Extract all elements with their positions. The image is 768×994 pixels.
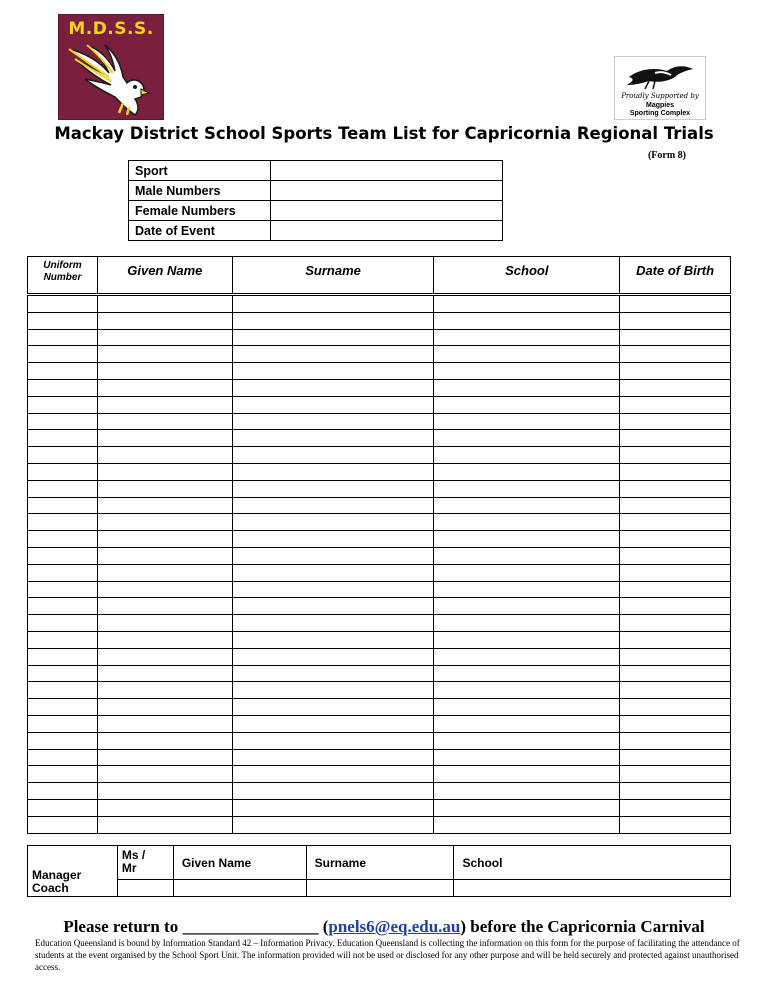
- cell-surname[interactable]: [232, 665, 434, 682]
- cell-surname[interactable]: [232, 413, 434, 430]
- event-label-sport: Sport: [129, 161, 271, 181]
- table-row: [28, 816, 731, 833]
- cell-uniform-number[interactable]: [28, 312, 98, 329]
- cell-date-of-birth[interactable]: [620, 665, 731, 682]
- cell-school[interactable]: [434, 615, 620, 632]
- table-row: [28, 312, 731, 329]
- cell-uniform-number[interactable]: [28, 531, 98, 548]
- officials-role-cell: [28, 846, 118, 897]
- cell-date-of-birth[interactable]: [620, 346, 731, 363]
- event-row-sport: [129, 161, 503, 181]
- cell-given-name[interactable]: [97, 564, 232, 581]
- cell-surname[interactable]: [232, 531, 434, 548]
- cell-given-name[interactable]: [97, 379, 232, 396]
- cell-surname[interactable]: [232, 463, 434, 480]
- header-date-of-birth: Date of Birth: [620, 257, 731, 295]
- cell-school[interactable]: [434, 631, 620, 648]
- cell-given-name[interactable]: [97, 648, 232, 665]
- table-row: [28, 615, 731, 632]
- cell-school[interactable]: [434, 396, 620, 413]
- table-row: [28, 413, 731, 430]
- cell-surname[interactable]: [232, 799, 434, 816]
- header-ms-mr: [117, 846, 173, 880]
- cell-given-name[interactable]: [97, 615, 232, 632]
- cell-given-name[interactable]: [97, 766, 232, 783]
- cell-uniform-number[interactable]: [28, 766, 98, 783]
- event-row-female-numbers: [129, 201, 503, 221]
- cell-uniform-number[interactable]: [28, 799, 98, 816]
- table-row: [28, 379, 731, 396]
- cell-date-of-birth[interactable]: [620, 413, 731, 430]
- table-row: [28, 514, 731, 531]
- cell-surname[interactable]: [232, 715, 434, 732]
- cell-school[interactable]: [434, 497, 620, 514]
- event-info-table: [128, 160, 503, 241]
- cell-school[interactable]: [434, 363, 620, 380]
- cell-surname[interactable]: [232, 430, 434, 447]
- cell-surname[interactable]: [232, 816, 434, 833]
- table-row: [28, 547, 731, 564]
- cell-date-of-birth[interactable]: [620, 715, 731, 732]
- cell-school[interactable]: [434, 295, 620, 313]
- cell-surname[interactable]: [232, 615, 434, 632]
- officials-header-school: School: [454, 846, 731, 880]
- cell-date-of-birth[interactable]: [620, 598, 731, 615]
- table-row: [28, 396, 731, 413]
- cell-given-name[interactable]: [97, 396, 232, 413]
- cell-school[interactable]: [434, 514, 620, 531]
- cell-school[interactable]: [434, 699, 620, 716]
- cell-date-of-birth[interactable]: [620, 682, 731, 699]
- cell-surname[interactable]: [232, 396, 434, 413]
- sponsor-text-line1: Proudly Supported by: [621, 92, 699, 100]
- officials-table: [27, 845, 731, 897]
- cell-surname[interactable]: [232, 699, 434, 716]
- cell-surname[interactable]: [232, 312, 434, 329]
- cell-uniform-number[interactable]: [28, 497, 98, 514]
- cell-school[interactable]: [434, 463, 620, 480]
- cell-school[interactable]: [434, 783, 620, 800]
- page-title: Mackay District School Sports Team List for Capricornia Regional Trials: [54, 124, 714, 143]
- cell-school[interactable]: [434, 413, 620, 430]
- cell-given-name[interactable]: [97, 480, 232, 497]
- cell-school[interactable]: [434, 766, 620, 783]
- cell-school[interactable]: [434, 581, 620, 598]
- cell-given-name[interactable]: [97, 631, 232, 648]
- officials-header-row: [28, 846, 731, 880]
- table-row: [28, 749, 731, 766]
- cell-given-name[interactable]: [97, 581, 232, 598]
- cell-uniform-number[interactable]: [28, 396, 98, 413]
- event-value-female-numbers[interactable]: [271, 201, 503, 221]
- cell-given-name[interactable]: [97, 430, 232, 447]
- cell-given-name[interactable]: [97, 295, 232, 313]
- cell-uniform-number[interactable]: [28, 615, 98, 632]
- table-row: [28, 699, 731, 716]
- cell-date-of-birth[interactable]: [620, 816, 731, 833]
- cell-school[interactable]: [434, 531, 620, 548]
- cell-uniform-number[interactable]: [28, 598, 98, 615]
- cell-given-name[interactable]: [97, 682, 232, 699]
- cell-given-name[interactable]: [97, 312, 232, 329]
- magpie-bird-icon: [627, 66, 693, 89]
- table-row: [28, 732, 731, 749]
- ms-mr-line1: Ms /: [121, 848, 146, 862]
- event-label-date: Date of Event: [129, 221, 271, 241]
- cell-given-name[interactable]: [97, 497, 232, 514]
- cell-school[interactable]: [434, 799, 620, 816]
- cell-uniform-number[interactable]: [28, 447, 98, 464]
- table-row: [28, 564, 731, 581]
- cell-date-of-birth[interactable]: [620, 615, 731, 632]
- cell-uniform-number[interactable]: [28, 749, 98, 766]
- cell-uniform-number[interactable]: [28, 480, 98, 497]
- cell-uniform-number[interactable]: [28, 732, 98, 749]
- cell-school[interactable]: [434, 648, 620, 665]
- cell-school[interactable]: [434, 564, 620, 581]
- cell-date-of-birth[interactable]: [620, 514, 731, 531]
- cell-surname[interactable]: [232, 749, 434, 766]
- event-value-sport[interactable]: [271, 161, 503, 181]
- cell-school[interactable]: [434, 312, 620, 329]
- table-row: [28, 799, 731, 816]
- cell-date-of-birth[interactable]: [620, 396, 731, 413]
- event-value-date[interactable]: [271, 221, 503, 241]
- officials-header-given-name: Given Name: [173, 846, 306, 880]
- table-row: [28, 447, 731, 464]
- header-given-name: Given Name: [97, 257, 232, 295]
- cell-surname[interactable]: [232, 547, 434, 564]
- header-school: School: [434, 257, 620, 295]
- form-number: (Form 8): [647, 150, 686, 161]
- table-row: [28, 648, 731, 665]
- table-row: [28, 430, 731, 447]
- cell-uniform-number[interactable]: [28, 564, 98, 581]
- officials-entry-row: [28, 880, 731, 897]
- cell-surname[interactable]: [232, 295, 434, 313]
- event-label-male-numbers: Male Numbers: [129, 181, 271, 201]
- cell-date-of-birth[interactable]: [620, 379, 731, 396]
- cell-given-name[interactable]: [97, 715, 232, 732]
- cell-surname[interactable]: [232, 783, 434, 800]
- cell-given-name[interactable]: [97, 665, 232, 682]
- cell-date-of-birth[interactable]: [620, 497, 731, 514]
- cell-given-name[interactable]: [97, 816, 232, 833]
- officials-entry-given-name[interactable]: [173, 880, 306, 897]
- cell-date-of-birth[interactable]: [620, 749, 731, 766]
- sponsor-text-line3: Sporting Complex: [629, 110, 691, 117]
- cell-date-of-birth[interactable]: [620, 547, 731, 564]
- cell-school[interactable]: [434, 447, 620, 464]
- return-suffix: ) before the Capricornia Carnival: [460, 917, 705, 936]
- table-row: [28, 329, 731, 346]
- cell-surname[interactable]: [232, 598, 434, 615]
- cell-date-of-birth[interactable]: [620, 732, 731, 749]
- cell-surname[interactable]: [232, 581, 434, 598]
- cell-school[interactable]: [434, 816, 620, 833]
- mdss-logo-text: M.D.S.S.: [68, 19, 154, 39]
- cell-school[interactable]: [434, 329, 620, 346]
- cell-school[interactable]: [434, 732, 620, 749]
- cell-given-name[interactable]: [97, 463, 232, 480]
- cell-school[interactable]: [434, 665, 620, 682]
- team-header-row: [28, 257, 731, 295]
- cell-given-name[interactable]: [97, 413, 232, 430]
- team-list-table: [27, 256, 731, 834]
- header-uniform-line2: Number: [43, 272, 82, 283]
- cell-school[interactable]: [434, 480, 620, 497]
- cell-date-of-birth[interactable]: [620, 564, 731, 581]
- cell-given-name[interactable]: [97, 514, 232, 531]
- cell-surname[interactable]: [232, 379, 434, 396]
- cell-given-name[interactable]: [97, 531, 232, 548]
- cell-given-name[interactable]: [97, 346, 232, 363]
- officials-header-surname: Surname: [306, 846, 454, 880]
- event-value-male-numbers[interactable]: [271, 181, 503, 201]
- team-table-body: [28, 295, 731, 834]
- cell-uniform-number[interactable]: [28, 682, 98, 699]
- cell-date-of-birth[interactable]: [620, 783, 731, 800]
- cell-given-name[interactable]: [97, 547, 232, 564]
- event-row-male-numbers: [129, 181, 503, 201]
- cell-uniform-number[interactable]: [28, 329, 98, 346]
- eagle-icon: [65, 39, 159, 117]
- cell-date-of-birth[interactable]: [620, 463, 731, 480]
- cell-surname[interactable]: [232, 363, 434, 380]
- table-row: [28, 682, 731, 699]
- cell-uniform-number[interactable]: [28, 648, 98, 665]
- cell-surname[interactable]: [232, 564, 434, 581]
- table-row: [28, 581, 731, 598]
- cell-date-of-birth[interactable]: [620, 531, 731, 548]
- mdss-logo: [58, 14, 164, 120]
- cell-uniform-number[interactable]: [28, 631, 98, 648]
- cell-surname[interactable]: [232, 497, 434, 514]
- cell-uniform-number[interactable]: [28, 363, 98, 380]
- cell-surname[interactable]: [232, 329, 434, 346]
- cell-school[interactable]: [434, 379, 620, 396]
- cell-date-of-birth[interactable]: [620, 295, 731, 313]
- cell-school[interactable]: [434, 598, 620, 615]
- return-prefix: Please return to ________________ (: [63, 917, 329, 936]
- cell-date-of-birth[interactable]: [620, 799, 731, 816]
- officials-entry-school[interactable]: [454, 880, 731, 897]
- table-row: [28, 531, 731, 548]
- cell-given-name[interactable]: [97, 329, 232, 346]
- cell-given-name[interactable]: [97, 749, 232, 766]
- cell-uniform-number[interactable]: [28, 430, 98, 447]
- cell-date-of-birth[interactable]: [620, 766, 731, 783]
- cell-uniform-number[interactable]: [28, 665, 98, 682]
- cell-uniform-number[interactable]: [28, 547, 98, 564]
- table-row: [28, 295, 731, 313]
- cell-school[interactable]: [434, 346, 620, 363]
- table-row: [28, 631, 731, 648]
- cell-date-of-birth[interactable]: [620, 329, 731, 346]
- sponsor-text-line2: Magpies: [645, 102, 675, 109]
- header-surname: Surname: [232, 257, 434, 295]
- table-row: [28, 715, 731, 732]
- table-row: [28, 665, 731, 682]
- cell-given-name[interactable]: [97, 598, 232, 615]
- cell-uniform-number[interactable]: [28, 413, 98, 430]
- table-row: [28, 363, 731, 380]
- return-instructions: [0, 917, 768, 937]
- cell-given-name[interactable]: [97, 363, 232, 380]
- cell-uniform-number[interactable]: [28, 379, 98, 396]
- officials-entry-ms-mr[interactable]: [117, 880, 173, 897]
- cell-date-of-birth[interactable]: [620, 363, 731, 380]
- cell-uniform-number[interactable]: [28, 514, 98, 531]
- cell-date-of-birth[interactable]: [620, 581, 731, 598]
- privacy-notice: Education Queensland is bound by Information Standard 42 – Information Privacy. Education Queensland is collecting the information on this form for the purpose of facilitating the attendance of students at the event organised by the School Sport Unit. The information provided will not be used or disclosed for any other purpose and will be held securely and protected against unauthorised access.: [35, 938, 740, 972]
- cell-school[interactable]: [434, 547, 620, 564]
- cell-surname[interactable]: [232, 682, 434, 699]
- cell-school[interactable]: [434, 749, 620, 766]
- cell-date-of-birth[interactable]: [620, 312, 731, 329]
- cell-given-name[interactable]: [97, 732, 232, 749]
- role-coach: Coach: [32, 881, 69, 895]
- cell-uniform-number[interactable]: [28, 463, 98, 480]
- cell-surname[interactable]: [232, 631, 434, 648]
- cell-uniform-number[interactable]: [28, 715, 98, 732]
- cell-date-of-birth[interactable]: [620, 648, 731, 665]
- cell-date-of-birth[interactable]: [620, 447, 731, 464]
- officials-entry-surname[interactable]: [306, 880, 454, 897]
- table-row: [28, 783, 731, 800]
- table-row: [28, 463, 731, 480]
- table-row: [28, 346, 731, 363]
- table-row: [28, 766, 731, 783]
- cell-given-name[interactable]: [97, 799, 232, 816]
- cell-surname[interactable]: [232, 346, 434, 363]
- cell-date-of-birth[interactable]: [620, 699, 731, 716]
- cell-date-of-birth[interactable]: [620, 430, 731, 447]
- cell-surname[interactable]: [232, 766, 434, 783]
- cell-given-name[interactable]: [97, 699, 232, 716]
- cell-school[interactable]: [434, 715, 620, 732]
- magpies-sponsor-logo: [614, 56, 706, 120]
- table-row: [28, 598, 731, 615]
- cell-date-of-birth[interactable]: [620, 631, 731, 648]
- role-manager: Manager: [32, 868, 82, 882]
- header-uniform-line1: Uniform: [43, 260, 82, 271]
- cell-surname[interactable]: [232, 480, 434, 497]
- cell-school[interactable]: [434, 682, 620, 699]
- cell-given-name[interactable]: [97, 783, 232, 800]
- cell-date-of-birth[interactable]: [620, 480, 731, 497]
- cell-given-name[interactable]: [97, 447, 232, 464]
- return-email-link[interactable]: pnels6@eq.edu.au: [328, 917, 461, 936]
- ms-mr-line2: Mr: [121, 861, 137, 875]
- cell-uniform-number[interactable]: [28, 346, 98, 363]
- table-row: [28, 497, 731, 514]
- cell-uniform-number[interactable]: [28, 816, 98, 833]
- table-row: [28, 480, 731, 497]
- cell-uniform-number[interactable]: [28, 295, 98, 313]
- event-label-female-numbers: Female Numbers: [129, 201, 271, 221]
- event-row-date: [129, 221, 503, 241]
- header-uniform-number: [28, 257, 98, 295]
- cell-uniform-number[interactable]: [28, 581, 98, 598]
- cell-surname[interactable]: [232, 514, 434, 531]
- cell-uniform-number[interactable]: [28, 699, 98, 716]
- cell-surname[interactable]: [232, 447, 434, 464]
- cell-surname[interactable]: [232, 732, 434, 749]
- cell-school[interactable]: [434, 430, 620, 447]
- cell-surname[interactable]: [232, 648, 434, 665]
- cell-uniform-number[interactable]: [28, 783, 98, 800]
